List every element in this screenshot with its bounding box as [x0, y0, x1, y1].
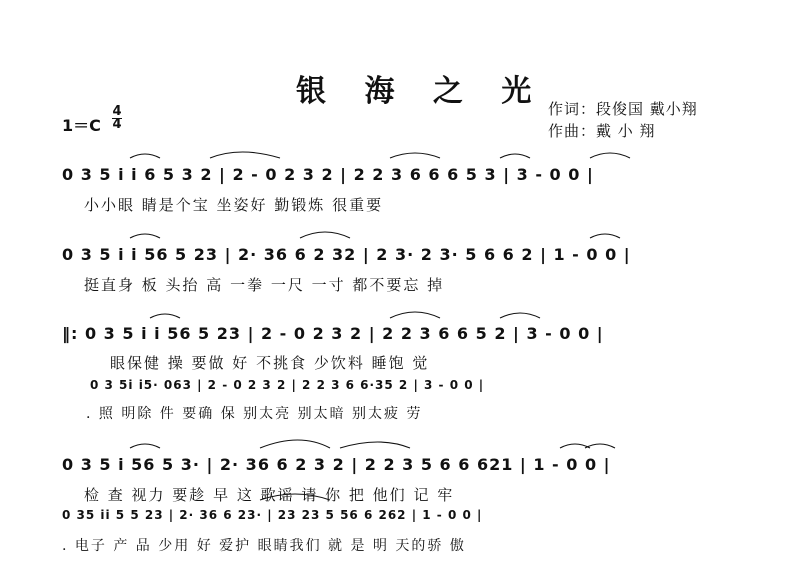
score-line-3-lyrics: 眼保健 操 要做 好 不挑食 少饮料 睡饱 觉 [110, 354, 430, 372]
score-line-1-notes: 0 3 5 i i 6 5 3 2 | 2 - 0 2 3 2 | 2 2 3 6 6 6 5 3 | 3 - 0 0 | [62, 165, 594, 184]
slur [260, 494, 330, 500]
key-signature: 1＝C [62, 116, 101, 135]
slur [300, 232, 350, 238]
tie [210, 152, 280, 158]
slur [500, 313, 540, 318]
slur [130, 444, 160, 448]
slur [260, 440, 330, 448]
score-line-4-notes: 0 3 5i i5· 063 | 2 - 0 2 3 2 | 2 2 3 6 6·35 2 | 3 - 0 0 | [90, 378, 485, 392]
time-signature-top: 4 [112, 104, 122, 119]
score-line-5-notes: 0 3 5 i 56 5 3· | 2· 36 6 2 3 2 | 2 2 3 5 6 6 621 | 1 - 0 0 | [62, 455, 611, 474]
time-signature-bottom: 4 [112, 117, 122, 132]
slur [130, 154, 160, 158]
tie [390, 153, 440, 158]
score-line-1-lyrics: 小小眼 睛是个宝 坐姿好 勤锻炼 很重要 [84, 196, 384, 214]
song-title: 银 海 之 光 [296, 74, 546, 109]
tie [390, 312, 440, 318]
lyricist-credit: 作词：段俊国 戴小翔 [548, 100, 698, 118]
slur [500, 154, 530, 158]
slur [590, 234, 620, 238]
tie [590, 153, 630, 158]
composer-credit: 作曲：戴 小 翔 [548, 122, 656, 140]
score-line-2-notes: 0 3 5 i i 56 5 23 | 2· 36 6 2 32 | 2 3· 2 3· 5 6 6 2 | 1 - 0 0 | [62, 245, 631, 264]
score-line-4-lyrics: . 照 明除 件 要确 保 别太亮 别太暗 别太疲 劳 [86, 406, 423, 422]
score-line-5-lyrics: 检 查 视力 要趁 早 这 歌谣 请 你 把 他们 记 牢 [84, 486, 455, 504]
slur [150, 314, 180, 318]
slur [130, 234, 160, 238]
score-line-6-lyrics: . 电子 产 品 少用 好 爱护 眼睛我们 就 是 明 天的骄 傲 [62, 538, 466, 554]
score-line-6-notes: 0 35 ii 5 5 23 | 2· 36 6 23· | 23 23 5 56 6 262 | 1 - 0 0 | [62, 508, 483, 522]
score-line-3-notes: ‖: 0 3 5 i i 56 5 23 | 2 - 0 2 3 2 | 2 2 3 6 6 5 2 | 3 - 0 0 | [62, 324, 604, 343]
score-line-2-lyrics: 挺直身 板 头抬 高 一拳 一尺 一寸 都不要忘 掉 [84, 276, 445, 294]
tie [340, 442, 410, 448]
